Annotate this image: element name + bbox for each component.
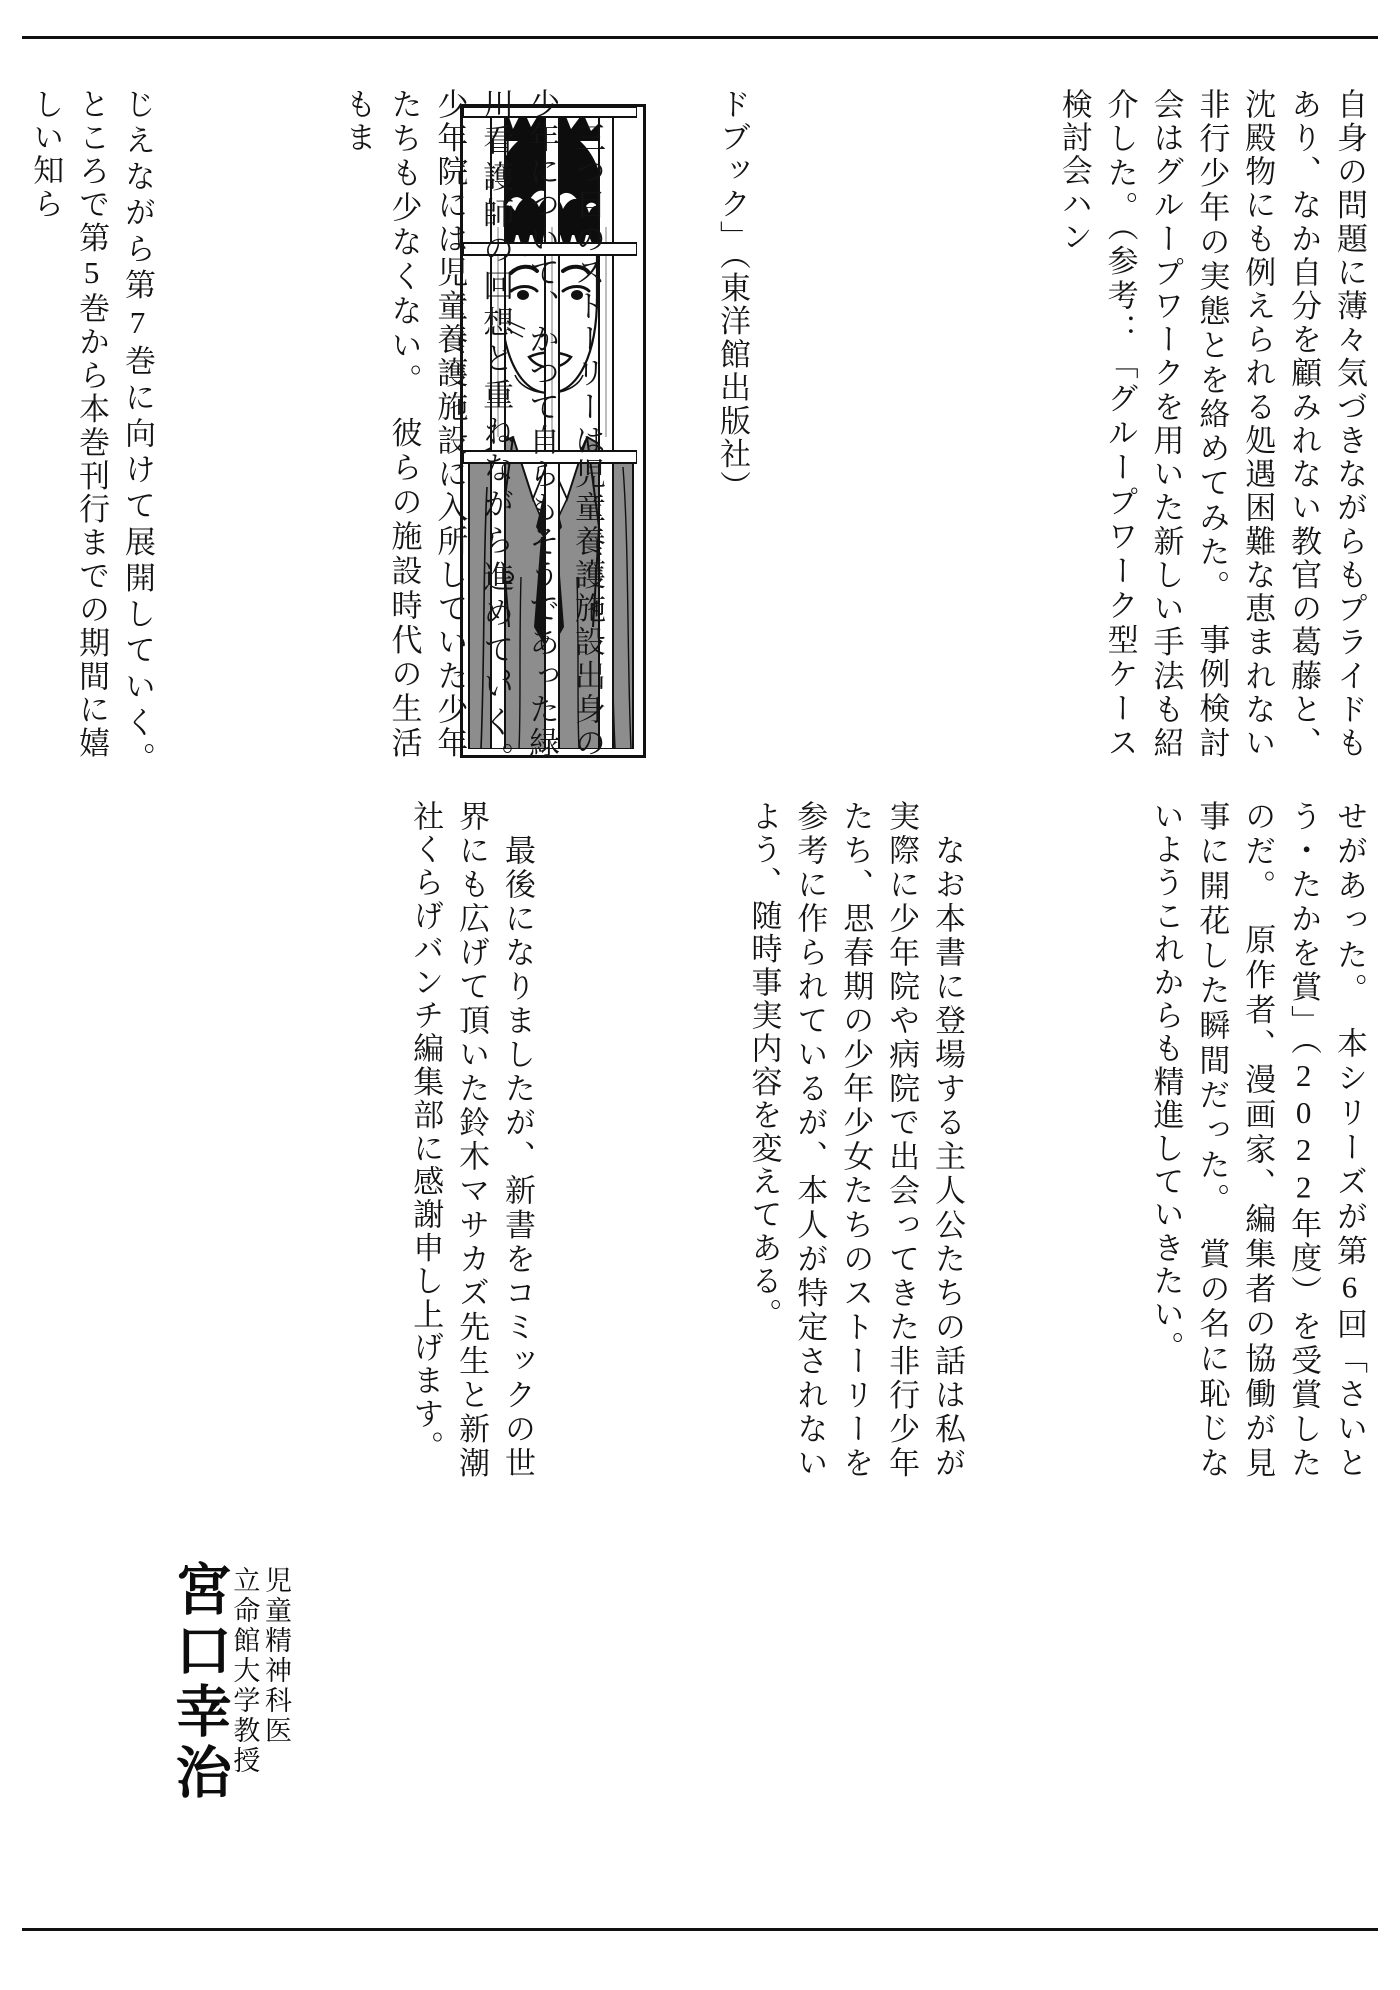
- body-paragraph-upper-left: 三つ目のストーリーは児童養護施設出身の少年について、かつて自らもそうであった緑川看護師の回想と重ねながら進めていく。 少年院には児童養護施設に入所していた少年たちも少なくない。 彼らの施設時代の生活もま: [340, 88, 605, 794]
- author-signature: [167, 1560, 291, 1804]
- body-paragraph-upper-far-left: じえながら第7巻に向けて展開していく。 ところで第5巻から本巻刊行までの期間に嬉しい知ら: [28, 88, 155, 794]
- page-rule-bottom: [22, 1928, 1378, 1931]
- page-rule-top: [22, 36, 1378, 39]
- body-paragraph-lower-mid: なお本書に登場する主人公たちの話は私が実際に少年院や病院で出会ってきた非行少年たち、思春期の少年少女たちのストーリーを参考に作られているが、本人が特定されないよう、随時事実内容を変えてある。: [746, 800, 965, 1480]
- body-paragraph-lower-right: せがあった。 本シリーズが第6回「さいとう・たかを賞」（2022年度）を受賞したのだ。 原作者、漫画家、編集者の協働が見事に開花した瞬間だった。 賞の名に恥じないようこれからも精進していきたい。: [1148, 800, 1367, 1480]
- body-paragraph-lower-left: 最後になりましたが、新書をコミックの世界にも広げて頂いた鈴木マサカズ先生と新潮社くらげバンチ編集部に感謝申し上げます。: [408, 800, 535, 1480]
- body-paragraph-upper-mid: ドブック」（東洋館出版社）: [715, 88, 750, 505]
- author-name: 宮口幸治: [167, 1560, 230, 1804]
- body-paragraph-upper-right: 自身の問題に薄々気づきながらもプライドもあり、なか自分を顧みれない教官の葛藤と、沈殿物にも例えられる処遇困難な恵まれない非行少年の実態とを絡めてみた。 事例検討会はグループワークを用いた新しい手法も紹介した。（参考：「グループワーク型ケース検討会ハン: [1056, 88, 1367, 760]
- author-affiliation-university: 立命館大学教授: [229, 1566, 260, 1776]
- author-affiliation-profession: 児童精神科医: [261, 1566, 291, 1746]
